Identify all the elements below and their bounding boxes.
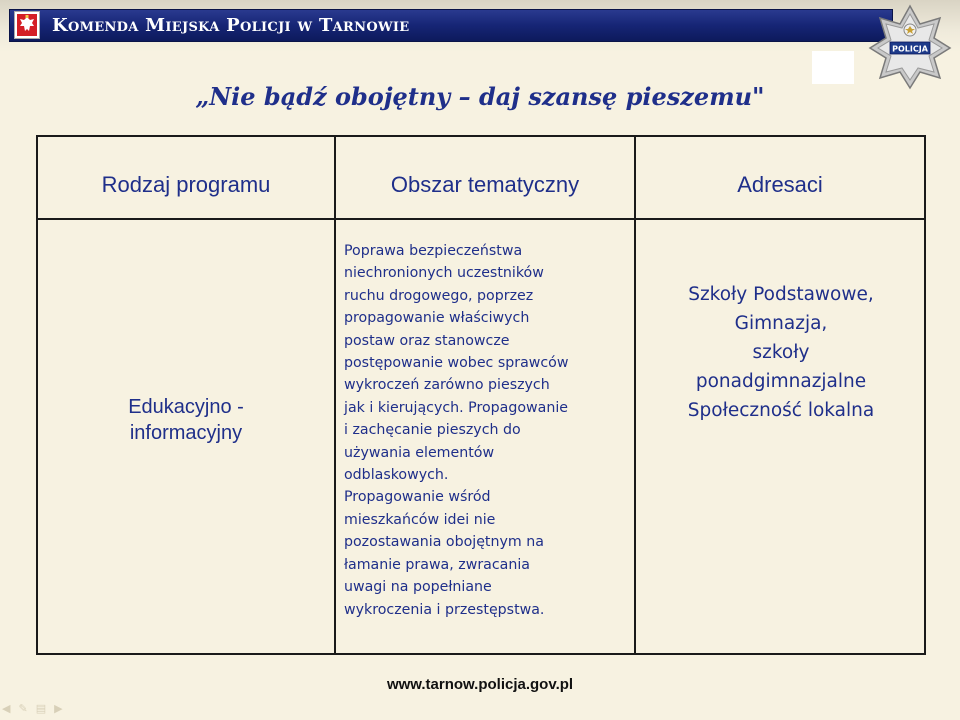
police-badge-icon: [868, 4, 952, 90]
column-header-program-type: Rodzaj programu: [101, 171, 271, 197]
program-table: [36, 135, 926, 655]
header-title: Komenda Miejska Policji w Tarnowie: [52, 15, 410, 36]
thematic-area-line: pozostawania obojętnym na: [344, 534, 544, 551]
program-type-line: Edukacyjno -: [128, 396, 244, 418]
badge-label: POLICJA: [892, 44, 928, 54]
addressees-line: Społeczność lokalna: [687, 400, 875, 421]
addressees-cell: [638, 280, 924, 425]
thematic-area-line: Poprawa bezpieczeństwa: [344, 243, 523, 259]
addressees-line: ponadgimnazjalne: [695, 371, 867, 392]
pen-icon[interactable]: ✎: [18, 702, 28, 715]
thematic-area-line: propagowanie właściwych: [344, 310, 530, 327]
thematic-area-line: i zachęcanie pieszych do: [344, 422, 521, 439]
thematic-area-line: niechronionych uczestników: [344, 265, 544, 282]
addressees-line: szkoły: [752, 342, 810, 363]
program-type-line: informacyjny: [129, 422, 243, 444]
thematic-area-cell: [344, 240, 634, 621]
program-type-text: [128, 394, 244, 446]
thematic-area-line: ruchu drogowego, poprzez: [344, 287, 534, 304]
thematic-area-line: łamanie prawa, zwracania: [344, 556, 530, 573]
thematic-area-line: uwagi na popełniane: [344, 579, 492, 596]
polish-eagle-icon: [14, 11, 40, 39]
next-slide-icon[interactable]: ▶: [54, 702, 63, 715]
column-header-thematic-area: Obszar tematyczny: [390, 171, 580, 197]
thematic-area-line: używania elementów: [344, 444, 495, 461]
previous-slide-icon[interactable]: ◀: [2, 702, 11, 715]
addressees-line: Szkoły Podstawowe,: [688, 284, 874, 305]
thematic-area-line: Propagowanie wśród: [344, 489, 491, 506]
program-type-cell: [38, 220, 334, 650]
thematic-area-line: wykroczeń zarówno pieszych: [344, 377, 550, 394]
thematic-area-line: odblaskowych.: [344, 467, 449, 484]
thematic-area-line: postępowanie wobec sprawców: [344, 355, 569, 372]
thematic-area-line: jak i kierujących. Propagowanie: [344, 399, 569, 416]
slide-subtitle: „Nie bądź obojętny – daj szansę pieszemu": [195, 82, 765, 111]
thematic-area-line: wykroczenia i przestępstwa.: [344, 601, 545, 618]
addressees-line: Gimnazja,: [734, 313, 828, 334]
thematic-area-line: postaw oraz stanowcze: [344, 332, 510, 349]
thematic-area-line: mieszkańców idei nie: [344, 511, 496, 528]
menu-icon[interactable]: ▤: [35, 702, 47, 715]
column-header-addressees: Adresaci: [737, 171, 823, 197]
decorative-block: [812, 51, 854, 84]
footer-url[interactable]: www.tarnow.policja.gov.pl: [386, 676, 574, 693]
slide-nav-controls: [2, 702, 63, 716]
